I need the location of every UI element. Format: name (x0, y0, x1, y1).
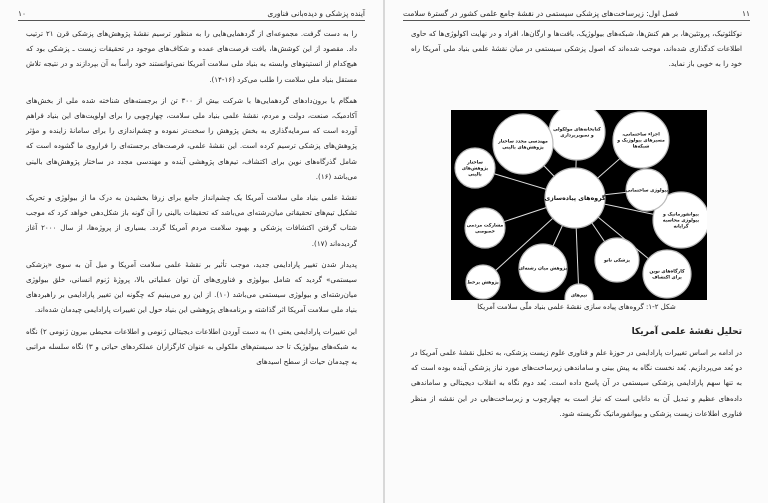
right-page-number: ۱۱ (741, 9, 750, 18)
left-header-title: آینده پزشکی و دیده‌بانی فناوری (267, 9, 365, 18)
implementation-groups-diagram (451, 110, 707, 300)
paragraph: در ادامه بر اساس تغییرات پارادایمی در حوزهٔ علم و فناوری علوم زیست پزشکی، به تحلیل نقشهٔ علمی آمریکا در دو بُعد می‌پردازیم. بُعد نخست نگاه به پیش بینی و ساماندهی زیرساخت‌های مورد نیاز پزشکی آینده بوده است که به تنها سهم پارادایمی پزشکی سیستمی در آن پاسخ داده است. بُعد دوم نگاه به انقلاب دیجیتالی و ساماندهی داده‌های عظیم و تبدیل آن به دانایی است که نیاز است به چهارچوب و زیرساخت‌هایی در این نقشه از منظر فناوری اطلاعات زیست پزشکی و بیوانفورماتیک نگریسته شود. (411, 348, 742, 418)
diagram-node-label: گرایانه (673, 224, 689, 230)
diagram-node-label: بیولوژی ساختمانی (625, 188, 669, 194)
paragraph: نوکلئوتیک، پروتئین‌ها، بر هم کنش‌ها، شبکه‌های بیولوژیک، بافت‌ها و ارگان‌ها، افراد و در نهایت اکولوژی‌ها که حاوی اطلاعات کدگذاری شده‌اند، موجب شده‌اند که اصول پزشکی سیستمی در میان نقشهٔ علمی بنیاد ملی آمریکا راه خود را به خوبی باز نماید. (411, 29, 742, 69)
figure-caption: شکل ۲-۱: گروه‌های پیاده سازی نقشهٔ علمی بنیاد ملّی سلامت آمریکا (477, 303, 676, 311)
diagram-node-label: اجزاء ساختمانی، (622, 132, 660, 138)
diagram-node-label: مسیرهای بیولوژیک و (617, 138, 665, 144)
paragraph: نقشهٔ علمی بنیاد ملی سلامت آمریکا یک چشم‌انداز جامع برای زرفا بخشیدن به درک ما از بیولوژی و تحریک تشکیل تیم‌های تحقیقاتی میان‌رشته‌ای می‌باشد که تحقیقات بالینی را آن گونه باز شکل‌دهی خواهد کرد که موجب شتاب گرفتن اکتشافات پزشکی و بهبود سلامت مردم آمریکا گردد. بسیاری از پروژه‌ها، از سال ۲۰۰۰ آغاز گردیده‌اند (۱۷). (26, 193, 357, 248)
diagram-node (626, 169, 668, 211)
diagram-node-label: بیوانفورماتیک و (663, 212, 699, 218)
paragraph: را به دست گرفت. مجموعه‌ای از گردهمایی‌هایی را به منظور ترسیم نقشهٔ پژوهش‌های پزشکی قرن ۲۱ ترتیب داد. مقصود از این کوشش‌ها، یافت فرصت‌های عمده و شکاف‌های موجود در تحقیقات زیست ـ پزشکی بود که هیچ‌کدام از انستیتوهای وابسته به بنیاد ملی سلامت آمریکا نمی‌توانستند خود رأساً به آن بپردازند و در نتیجه تلاش مستقل بنیاد ملی سلامت را طلب می‌کرد (۱۶-۱۴). (26, 29, 357, 84)
diagram-hub (544, 168, 605, 228)
paragraph: این تغییرات پارادایمی یعنی ۱) به دست آوردن اطلاعات دیجیتالی ژنومی و اطلاعات محیطی بیرون ژنومی ۲) نگاه به شبکه‌های بیولوژیک تا حد سیستم‌های ملکولی به عنوان کارگزاران عملکردهای حیاتی و ۳) نگاه سلسله مراتبی به چیدمان حیات از سطح اسیدهای (26, 326, 357, 367)
left-page (0, 0, 383, 503)
diagram-node-label: پزشکی نانو (603, 258, 631, 264)
diagram-node-label: پژوهش‌های بالینی (502, 145, 544, 151)
diagram-node-label: پژوهش‌های (461, 166, 489, 172)
diagram-node-label: بالینی (468, 172, 482, 178)
diagram-node-label: مشارکت مردمی (466, 223, 504, 229)
diagram-node-label: کارگاه‌های نوین (649, 269, 685, 275)
diagram-node-label: خصوصی (475, 229, 495, 235)
diagram-node (595, 238, 639, 282)
right-header-title: فصل اول: زیرساخت‌های پزشکی سیستمی در نقشهٔ جامع علمی کشور در گسترهٔ سلامت (403, 9, 679, 18)
diagram-node (519, 244, 568, 292)
diagram-node (493, 114, 553, 174)
diagram-node-label: پژوهش میان رشته‌ای (518, 266, 568, 272)
diagram-node-label: پژوهش برخط (467, 280, 499, 286)
diagram-node (549, 110, 605, 160)
diagram-node-label: شبکه‌ها (632, 144, 650, 150)
diagram-node (613, 112, 669, 168)
diagram-node-label: و تصویربرداری (560, 133, 594, 139)
diagram-node-label: مهندسی مجدد ساختار (498, 139, 548, 145)
diagram-node (465, 208, 505, 248)
right-page (385, 0, 768, 503)
diagram-node-label: ساختار (467, 160, 483, 166)
paragraph: پدیدار شدن تغییر پارادایمی جدید، موجب تأثیر بر نقشهٔ علمی سلامت آمریکا و میل آن به سوی «پزشکی سیستمی» گردید که شامل بیولوژی و فناوری‌های آن توان عملیاتی بالا، پروژهٔ ژنوم انسانی، خلق بیولوژی میان‌رشته‌ای و بیولوژی سیستمی می‌باشد (۱۰). از این رو می‌بینیم که چگونه این تغییر پارادایمی بر راهبردهای بنیاد ملی سلامت آمریکا اثر گذاشته و برنامه‌های پژوهشی این بنیاد حول این تغییرات پارادایمی چیدمان شده‌اند. (26, 259, 357, 315)
diagram-node-label: کتابخانه‌های مولکولی (553, 127, 601, 133)
diagram-node-label: بیولوژی محاسبه (662, 218, 700, 224)
section-title: تحلیل نقشهٔ علمی آمریکا (631, 327, 742, 337)
left-page-body (26, 26, 357, 375)
diagram-node (643, 250, 691, 298)
diagram-svg (451, 110, 707, 300)
paragraph: همگام با برون‌دادهای گردهمایی‌ها با شرکت بیش از ۳۰۰ تن از برجسته‌های شناخته شده ملی از بخش‌های آکادمیک، صنعت، دولت و مردم، نقشهٔ علمی بنیاد ملی سلامت، چهارچوبی را برای اولویت‌های این بنیاد فراهم آورده است که سرمایه‌گذاری به بخش پژوهش را سخت‌تر نموده و چشم‌اندازی را برای سامانهٔ زاینده و مؤثر پژوهش‌های پزشکی ترسیم کرده است. این نقشهٔ علمی، فرصت‌های برجسته‌ای را فراروی ما گشوده است که شامل گذرگاه‌های نوین برای اکتشاف، تیم‌های پژوهشی آینده و مهندسی مجدد در ساختار پژوهش‌های بالینی می‌باشد (۱۶). (26, 95, 358, 181)
diagram-node (565, 284, 593, 300)
diagram-node-label: برای اکتشاف (652, 275, 682, 281)
diagram-node-label: تیم‌های (570, 293, 588, 299)
left-page-number: ۱۰ (18, 9, 27, 18)
diagram-node (455, 148, 495, 188)
diagram-node (466, 265, 500, 299)
right-page-header (403, 6, 750, 21)
left-page-header (18, 6, 365, 21)
right-page-body-bottom (411, 345, 742, 427)
right-page-body-top (411, 26, 742, 78)
diagram-hub-label: گروه‌های پیاده‌سازی (544, 195, 606, 203)
